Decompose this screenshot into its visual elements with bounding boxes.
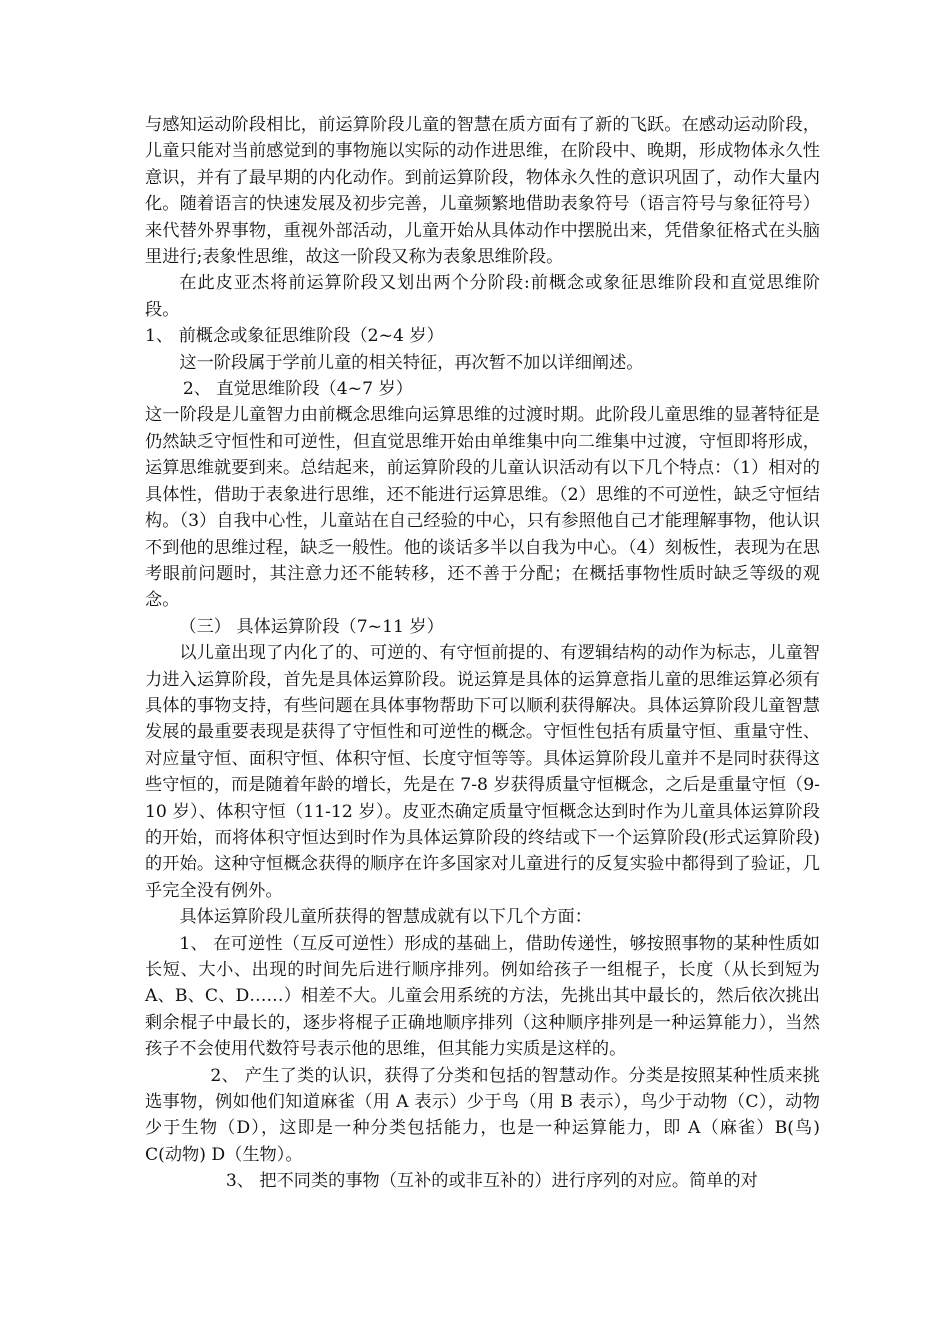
list-item-correspondence: 3、 把不同类的事物（互补的或非互补的）进行序列的对应。简单的对 — [225, 1171, 758, 1192]
document-body — [145, 112, 820, 1195]
paragraph-intuitive-stage: 这一阶段是儿童智力由前概念思维向运算思维的过渡时期。此阶段儿童思维的显著特征是仍然缺乏守恒性和可逆性，但直觉思维开始由单维集中向二维集中过渡，守恒即将形成，运算思维就要到来。总结起来，前运算阶段的儿童认识活动有以下几个特点：（1）相对的具体性，借助于表象进行思维，还不能进行运算思维。（2）思维的不可逆性，缺乏守恒结构。（3）自我中心性，儿童站在自己经验的中心，只有参照他自己才能理解事物，他认识不到他的思维过程，缺乏一般性。他的谈话多半以自我为中心。（4）刻板性，表现为在思考眼前问题时，其注意力还不能转移，还不善于分配；在概括事物性质时缺乏等级的观念。 — [145, 405, 820, 611]
paragraph-intro: 与感知运动阶段相比，前运算阶段儿童的智慧在质方面有了新的飞跃。在感动运动阶段，儿童只能对当前感觉到的事物施以实际的动作进思维，在阶段中、晚期，形成物体永久性意识，并有了最早期的内化动作。到前运算阶段，物体永久性的意识巩固了，动作大量内化。随着语言的快速发展及初步完善，儿童频繁地借助表象符号（语言符号与象征符号）来代替外界事物，重视外部活动，儿童开始从具体动作中摆脱出来，凭借象征格式在头脑里进行;表象性思维，故这一阶段又称为表象思维阶段。 — [145, 115, 820, 268]
paragraph-achievements-intro: 具体运算阶段儿童所获得的智慧成就有以下几个方面： — [179, 907, 592, 928]
paragraph-concrete-operational: 以儿童出现了内化了的、可逆的、有守恒前提的、有逻辑结构的动作为标志，儿童智力进入运算阶段，首先是具体运算阶段。说运算是具体的运算意指儿童的思维运算必须有具体的事物支持，有些问题在具体事物帮助下可以顺利获得解决。具体运算阶段儿童智慧发展的最重要表现是获得了守恒性和可逆性的概念。守恒性包括有质量守恒、重量守性、对应量守恒、面积守恒、体积守恒、长度守恒等等。具体运算阶段儿童并不是同时获得这些守恒的，而是随着年龄的增长，先是在 7-8 岁获得质量守恒概念，之后是重量守恒（9-10 岁）、体积守恒（11-12 岁）。皮亚杰确定质量守恒概念达到时作为儿童具体运算阶段的开始，而将体积守恒达到时作为具体运算阶段的终结或下一个运算阶段(形式运算阶段)的开始。这种守恒概念获得的顺序在许多国家对儿童进行的反复实验中都得到了验证，几乎完全没有例外。 — [145, 643, 820, 901]
paragraph-substages: 在此皮亚杰将前运算阶段又划出两个分阶段:前概念或象征思维阶段和直觉思维阶段。 — [145, 273, 820, 320]
paragraph-preconceptual-note: 这一阶段属于学前儿童的相关特征，再次暂不加以详细阐述。 — [179, 352, 644, 373]
heading-concrete-operational-stage: （三） 具体运算阶段（7~11 岁） — [179, 616, 444, 637]
heading-preconceptual-stage: 1、 前概念或象征思维阶段（2~4 岁） — [145, 326, 444, 347]
list-item-seriation: 1、 在可逆性（互反可逆性）形成的基础上，借助传递性，够按照事物的某种性质如长短、大小、出现的时间先后进行顺序排列。例如给孩子一组棍子，长度（从长到短为 A、B、C、D……）相差不大。儿童会用系统的方法，先挑出其中最长的，然后依次挑出剩余棍子中最长的，逐步将棍子正确地顺序排列（这种顺序排列是一种运算能力），当然孩子不会使用代数符号表示他的思维，但其能力实质是这样的。 — [145, 933, 820, 1060]
heading-intuitive-stage: 2、 直觉思维阶段（4~7 岁） — [182, 379, 413, 400]
list-item-classification: 2、 产生了类的认识，获得了分类和包括的智慧动作。分类是按照某种性质来挑选事物，例如他们知道麻雀（用 A 表示）少于鸟（用 B 表示），鸟少于动物（C），动物少于生物（D），这即是一种分类包括能力，也是一种运算能力，即 A（麻雀）B(鸟) C(动物) D（生物）。 — [145, 1065, 820, 1165]
